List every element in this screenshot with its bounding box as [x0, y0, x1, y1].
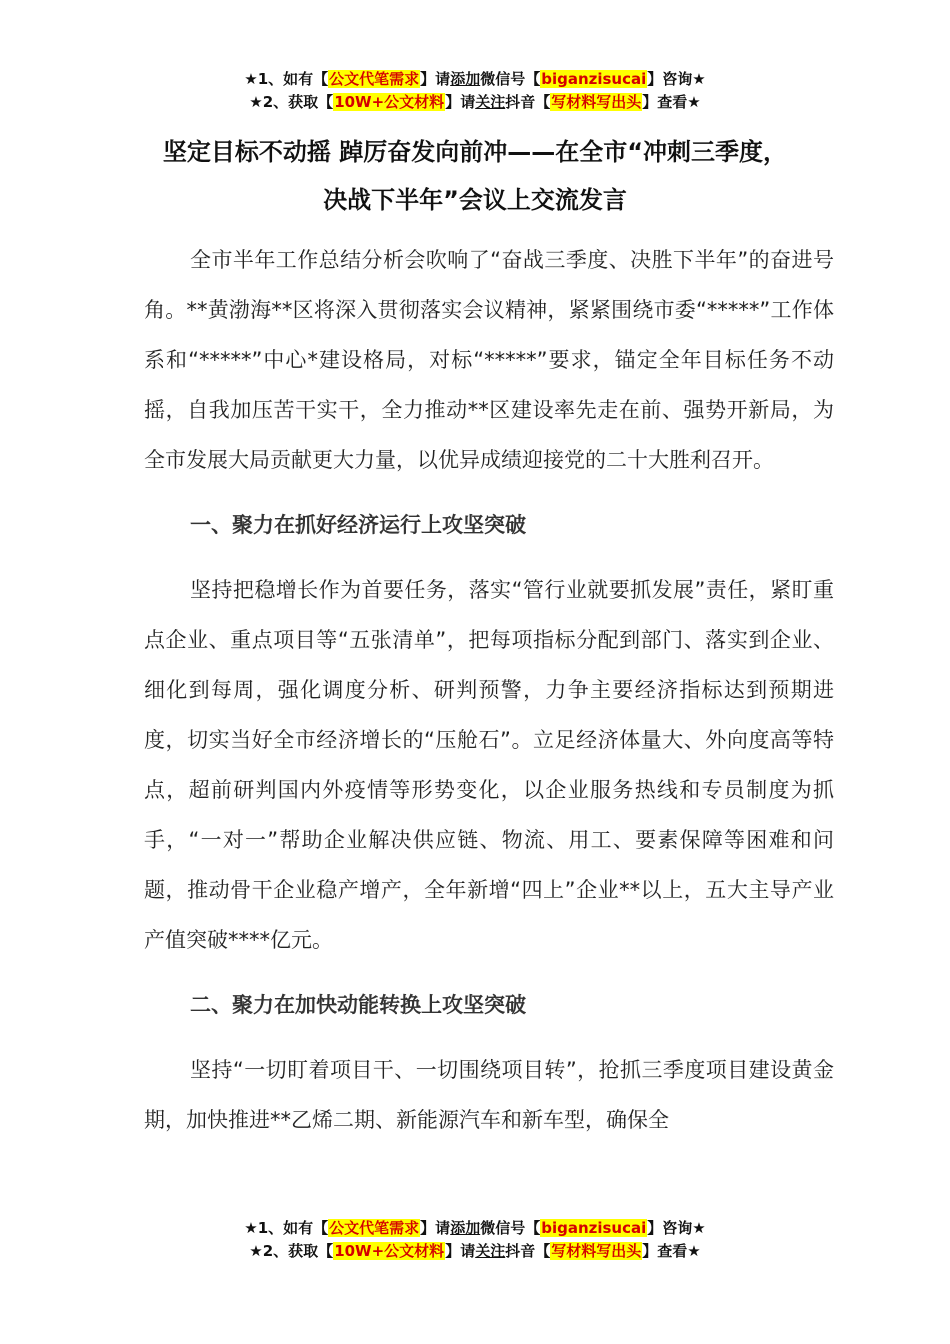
- section-1-heading: 一、聚力在抓好经济运行上攻坚突破: [190, 513, 526, 537]
- banner-text: 】请: [420, 70, 451, 88]
- section-2-paragraph: 坚持“一切盯着项目干、一切围绕项目转”，抢抓三季度项目建设黄金期，加快推进**乙烯二期、新能源汽车和新车型，确保全: [144, 1058, 834, 1132]
- title-line-1: 坚定目标不动摇 踔厉奋发向前冲——在全市“冲刺三季度，: [162, 138, 788, 166]
- title-line-2: 决战下半年”会议上交流发言: [323, 186, 627, 214]
- banner-highlight: 10W+公文材料: [334, 93, 445, 111]
- banner-underlined-text: 关注: [475, 1242, 506, 1260]
- banner-text: 微信号【: [480, 70, 541, 88]
- banner-text: ★2、获取【: [249, 1242, 334, 1260]
- footer-banner: [0, 1217, 950, 1263]
- banner-line-2: [0, 1240, 950, 1263]
- banner-text: 】查看★: [642, 1242, 701, 1260]
- document-body: [144, 235, 834, 1160]
- banner-text: 】咨询★: [647, 1219, 706, 1237]
- intro-paragraph: 全市半年工作总结分析会吹响了“奋战三季度、决胜下半年”的奋进号角。**黄渤海**区将深入贯彻落实会议精神，紧紧围绕市委“*****”工作体系和“*****”中心*建设格局，对标“*****”要求，锚定全年目标任务不动摇，自我加压苦干实干，全力推动**区建设率先走在前、强势开新局，为全市发展大局贡献更大力量，以优异成绩迎接党的二十大胜利召开。: [144, 248, 834, 472]
- banner-underlined-text: 添加: [450, 70, 481, 88]
- banner-line-1: [0, 68, 950, 91]
- banner-line-2: [0, 91, 950, 114]
- banner-highlight: 公文代笔需求: [329, 70, 420, 88]
- banner-text: ★2、获取【: [249, 93, 334, 111]
- banner-text: 】咨询★: [647, 70, 706, 88]
- banner-wechat-id: biganzisucai: [541, 1219, 647, 1237]
- banner-underlined-text: 关注: [475, 93, 506, 111]
- banner-text: ★1、如有【: [244, 1219, 329, 1237]
- header-banner: [0, 68, 950, 114]
- banner-wechat-id: biganzisucai: [541, 70, 647, 88]
- banner-text: 抖音【: [505, 93, 551, 111]
- banner-text: 】请: [420, 1219, 451, 1237]
- document-title: [100, 128, 850, 224]
- section-2-heading: 二、聚力在加快动能转换上攻坚突破: [190, 993, 526, 1017]
- banner-text: 】查看★: [642, 93, 701, 111]
- banner-douyin-name: 写材料写出头: [551, 93, 642, 111]
- banner-douyin-name: 写材料写出头: [551, 1242, 642, 1260]
- banner-highlight: 10W+公文材料: [334, 1242, 445, 1260]
- banner-text: 】请: [445, 1242, 476, 1260]
- section-1-paragraph: 坚持把稳增长作为首要任务，落实“管行业就要抓发展”责任，紧盯重点企业、重点项目等“五张清单”，把每项指标分配到部门、落实到企业、细化到每周，强化调度分析、研判预警，力争主要经济指标达到预期进度，切实当好全市经济增长的“压舱石”。立足经济体量大、外向度高等特点，超前研判国内外疫情等形势变化，以企业服务热线和专员制度为抓手，“一对一”帮助企业解决供应链、物流、用工、要素保障等困难和问题，推动骨干企业稳产增产，全年新增“四上”企业**以上，五大主导产业产值突破****亿元。: [144, 578, 834, 952]
- banner-line-1: [0, 1217, 950, 1240]
- banner-highlight: 公文代笔需求: [329, 1219, 420, 1237]
- banner-underlined-text: 添加: [450, 1219, 481, 1237]
- banner-text: 抖音【: [505, 1242, 551, 1260]
- banner-text: ★1、如有【: [244, 70, 329, 88]
- banner-text: 微信号【: [480, 1219, 541, 1237]
- banner-text: 】请: [445, 93, 476, 111]
